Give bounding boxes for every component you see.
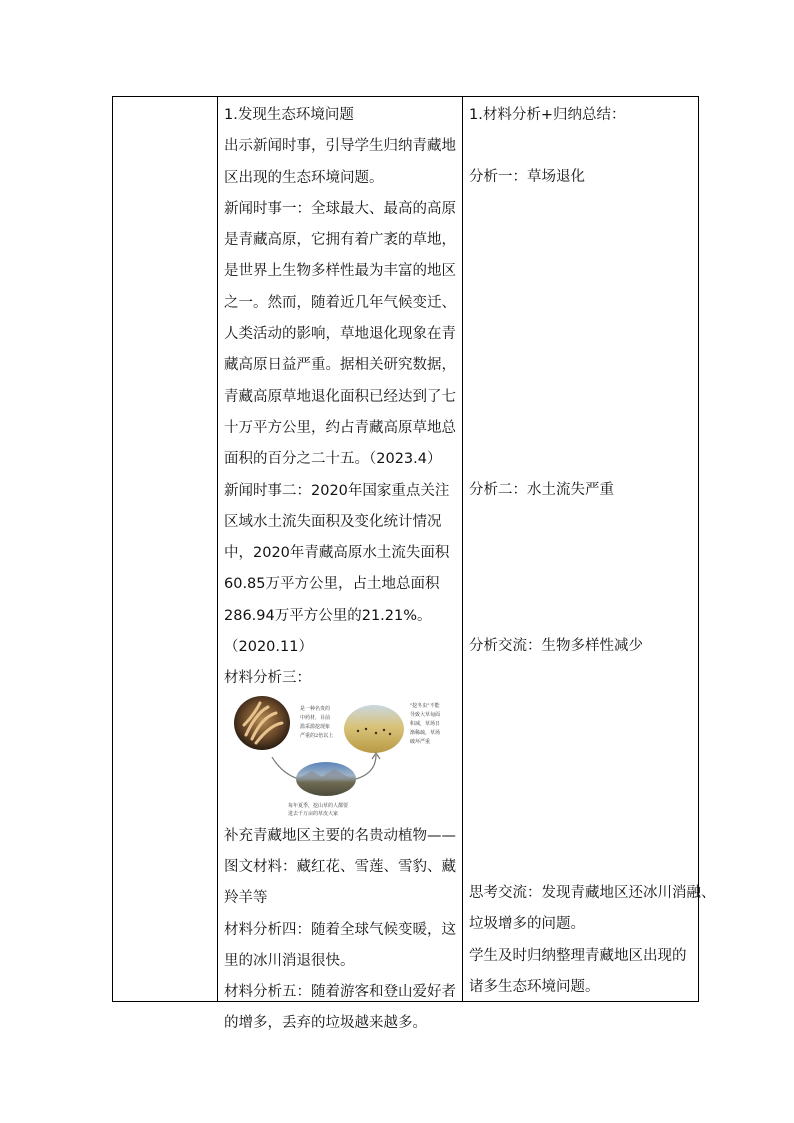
cordyceps-figure xyxy=(226,695,462,817)
supplement-text: 补充青藏地区主要的名贵动植物——图文材料：藏红花、雪莲、雪豹、藏羚羊等 xyxy=(224,827,456,907)
think-line-2: 垃圾增多的问题。 xyxy=(469,916,585,932)
section-heading: 1.发现生态环境问题 xyxy=(224,107,354,123)
table-row xyxy=(113,97,699,1002)
caption-bottom-line2: 进去千万亩的草皮大家 xyxy=(288,810,339,817)
cordyceps-photo xyxy=(234,696,290,750)
caption-top-left-line3: 滥采滥挖现象 xyxy=(300,723,331,730)
grassland-photo xyxy=(344,705,404,753)
caption-top-right-line2: 导致大草甸面 xyxy=(410,711,441,718)
analysis-2: 分析二：水土流失严重 xyxy=(469,482,614,498)
intro-text: 出示新闻时事，引导学生归纳青藏地区出现的生态环境问题。 xyxy=(224,138,456,186)
caption-top-left-line1: 是一种名贵的 xyxy=(300,705,331,712)
summary-line-1: 学生及时归纳整理青藏地区出现的 xyxy=(469,948,687,964)
summary-heading: 1.材料分析+归纳总结： xyxy=(469,107,626,123)
arrow-curve-right xyxy=(356,755,376,779)
caption-bottom-line1: 每年夏季，挖山草的人都要 xyxy=(288,802,349,809)
caption-top-right-line4: 渐稀疏，草场 xyxy=(410,729,441,736)
news-item-2: 新闻时事二：2020年国家重点关注区域水土流失面积及变化统计情况中，2020年青藏高原水土流失面积60.85万平方公里，占土地总面积286.94万平方公里的21.21%。（2020.11） xyxy=(224,482,450,656)
student-activity-cell xyxy=(463,97,716,1002)
summary-line-2: 诸多生态环境问题。 xyxy=(469,979,600,995)
caption-top-right-line3: 积减，草场日 xyxy=(410,720,441,727)
mountain-photo xyxy=(296,762,356,796)
stage-column-cell xyxy=(113,97,218,1002)
material-3-label: 材料分析三： xyxy=(224,670,311,687)
caption-top-right-line1: "挖冬虫"不能 xyxy=(410,702,440,709)
news-item-1: 新闻时事一：全球最大、最高的高原是青藏高原，它拥有着广袤的草地，是世界上生物多样性最为丰富的地区之一。然而，随着近几年气候变迁、人类活动的影响，草地退化现象在青藏高原日益严重。据相关研究数据，青藏高原草地退化面积已经达到了七十万平方公里，约占青藏高原草地总面积的百分之二十五。（2023.4） xyxy=(224,200,456,468)
material-5-text: 材料分析五：随着游客和登山爱好者的增多，丢弃的垃圾越来越多。 xyxy=(224,984,456,1032)
analysis-3: 分析交流：生物多样性减少 xyxy=(469,638,643,654)
lesson-table xyxy=(112,96,716,1032)
material-4-text: 材料分析四：随着全球气候变暖，这里的冰川消退很快。 xyxy=(224,921,456,969)
caption-top-right-line5: 破坏严重 xyxy=(410,738,431,745)
think-line-1: 思考交流：发现青藏地区还冰川消融、 xyxy=(469,885,716,901)
analysis-1: 分析一：草场退化 xyxy=(469,169,585,185)
caption-top-left-line2: 中药材，目前 xyxy=(300,714,331,721)
caption-top-left-line4: 严重的2倍以上 xyxy=(300,732,334,739)
teacher-activity-cell xyxy=(218,97,463,1032)
